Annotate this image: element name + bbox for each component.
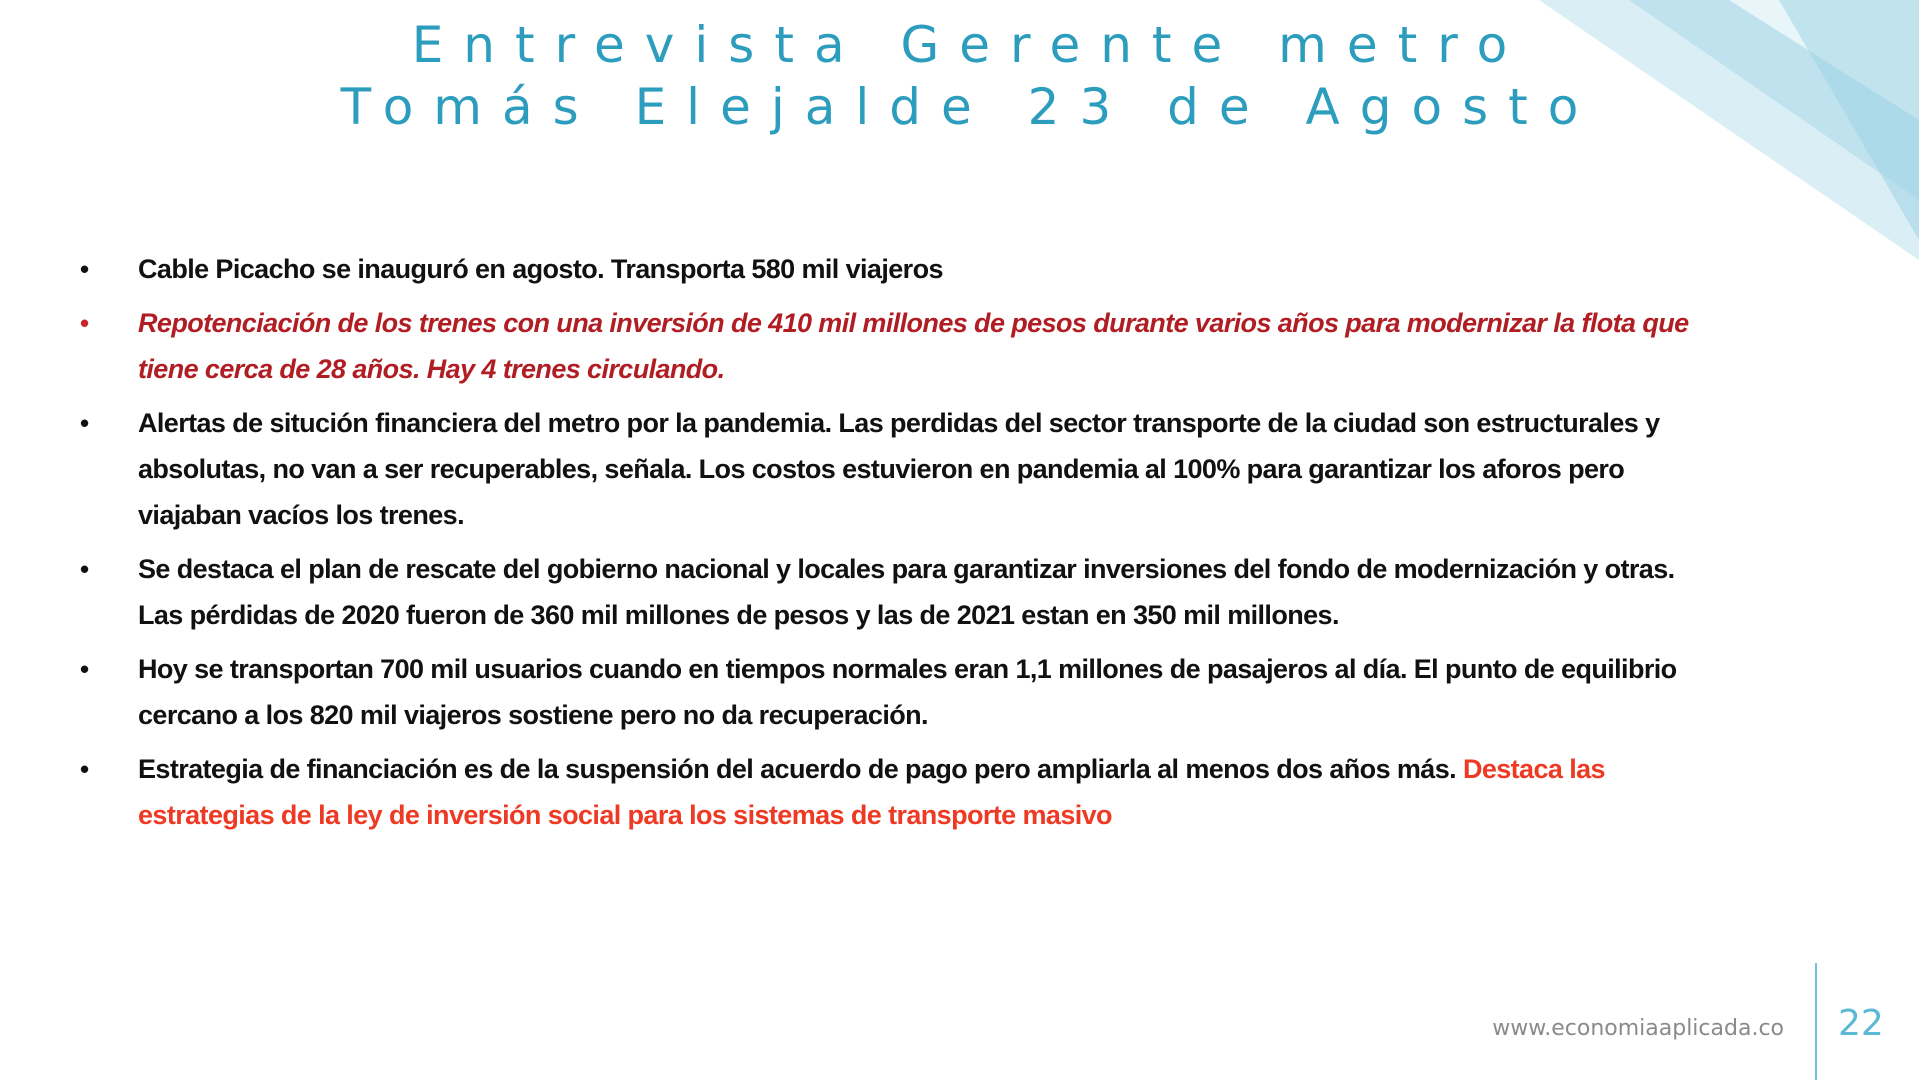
slide-title <box>0 14 1919 138</box>
bullet-dot: • <box>80 254 89 284</box>
bullet-item <box>78 246 1718 292</box>
bullet-text: Repotenciación de los trenes con una inversión de 410 mil millones de pesos durante varios años para modernizar la flota que tiene cerca de 28 años. Hay 4 trenes circulando. <box>138 308 1689 384</box>
bullet-dot: • <box>80 308 89 338</box>
bullet-item-highlighted <box>78 300 1718 392</box>
bullet-item <box>78 746 1718 838</box>
title-line-1: Entrevista Gerente metro <box>411 16 1528 74</box>
bullet-dot: • <box>80 554 89 584</box>
bullet-text: Estrategia de financiación es de la suspensión del acuerdo de pago pero ampliarla al menos dos años más. <box>138 754 1463 784</box>
bullet-highlight-text: Destaca las estrategias de la ley de inversión social para los sistemas de transporte masivo <box>138 754 1605 830</box>
bullet-dot: • <box>80 408 89 438</box>
bullet-item <box>78 546 1718 638</box>
footer-website: www.economiaaplicada.co <box>1492 1016 1784 1041</box>
bullet-item <box>78 646 1718 738</box>
bullet-dot: • <box>80 754 89 784</box>
footer-divider <box>1815 963 1817 1080</box>
bullet-item <box>78 400 1718 538</box>
bullet-dot: • <box>80 654 89 684</box>
title-line-2: Tomás Elejalde 23 de Agosto <box>340 78 1599 136</box>
page-number: 22 <box>1838 1003 1884 1044</box>
bullet-list <box>78 246 1718 846</box>
bullet-text: Se destaca el plan de rescate del gobierno nacional y locales para garantizar inversiones del fondo de modernización y otras. Las pérdidas de 2020 fueron de 360 mil millones de pesos y las de 2021 estan en 350 mil millones. <box>138 554 1675 630</box>
bullet-text: Cable Picacho se inauguró en agosto. Transporta 580 mil viajeros <box>138 254 943 284</box>
bullet-text: Hoy se transportan 700 mil usuarios cuando en tiempos normales eran 1,1 millones de pasajeros al día. El punto de equilibrio cercano a los 820 mil viajeros sostiene pero no da recuperación. <box>138 654 1677 730</box>
bullet-text: Alertas de situción financiera del metro por la pandemia. Las perdidas del sector transporte de la ciudad son estructurales y absolutas, no van a ser recuperables, señala. Los costos estuvieron en pandemia al 100% para garantizar los aforos pero viajaban vacíos los trenes. <box>138 408 1660 530</box>
